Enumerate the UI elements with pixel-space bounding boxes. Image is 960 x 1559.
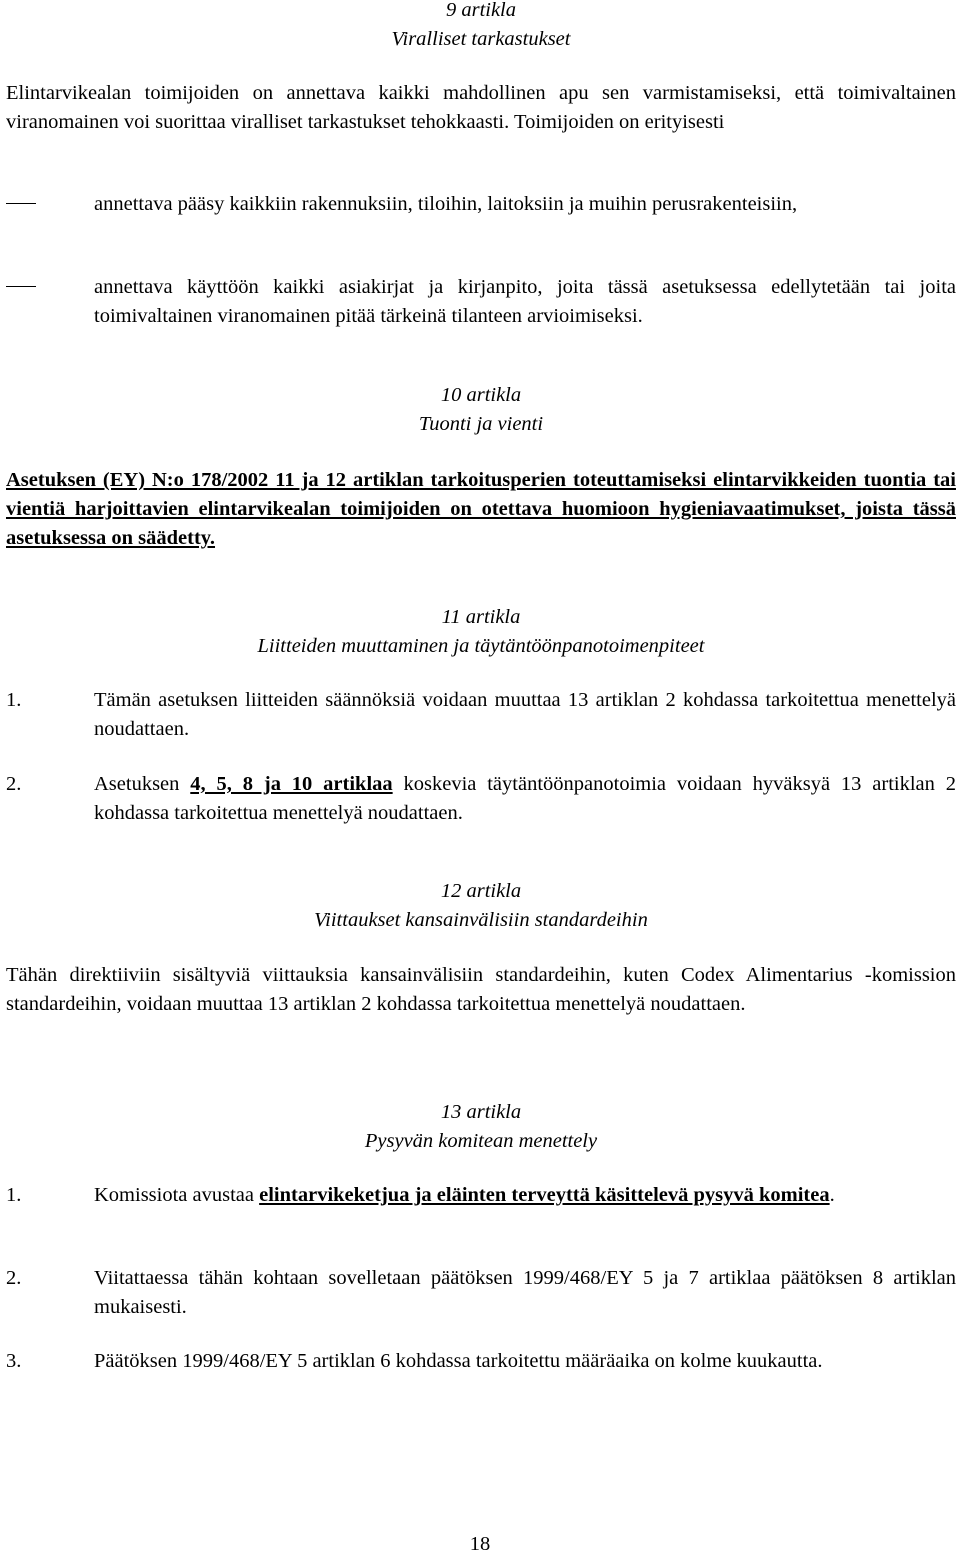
article-13-paragraph-2 (6, 1264, 956, 1322)
article-11-paragraph-1 (6, 686, 956, 744)
article-11-paragraph-1-text: Tämän asetuksen liitteiden säännöksiä voidaan muuttaa 13 artiklan 2 kohdassa tarkoitettua menettelyä noudattaen. (94, 689, 956, 740)
article-13-paragraph-3-text: Päätöksen 1999/468/EY 5 artiklan 6 kohdassa tarkoitettu määräaika on kolme kuukautta. (94, 1350, 823, 1372)
article-11-paragraph-2-text (94, 770, 956, 828)
article-9-intro: Elintarvikealan toimijoiden on annettava kaikki mahdollinen apu sen varmistamiseksi, että toimivaltainen viranomainen voi suorittaa viralliset tarkastukset tehokkaasti. Toimijoiden on erityisesti (6, 82, 956, 133)
article-10-title: Tuonti ja vienti (418, 413, 544, 435)
article-13-p1-after: . (829, 1184, 835, 1206)
article-13-paragraph-1 (6, 1181, 956, 1210)
article-11-p2-before: Asetuksen (94, 773, 191, 795)
article-13-p1-before: Komissiota avustaa (94, 1184, 260, 1206)
committee-link[interactable]: elintarvikeketjua ja eläinten terveyttä käsittelevä pysyvä komitea (259, 1184, 830, 1206)
article-13-number: 13 artikla (440, 1101, 522, 1123)
article-11-paragraph-2 (6, 770, 956, 828)
article-13-paragraph-1-text (94, 1181, 956, 1210)
article-12-number: 12 artikla (440, 880, 522, 902)
article-9-item-1 (6, 190, 956, 219)
article-13-paragraph-3 (6, 1347, 956, 1376)
article-11-p2-after: koskevia täytäntöönpanotoimia voidaan hyväksyä 13 artiklan 2 kohdassa tarkoitettua menettelyä noudattaen. (94, 773, 956, 824)
article-12-text: Tähän direktiiviin sisältyviä viittauksia kansainvälisiin standardeihin, kuten Codex Alimentarius -komission standardeihin, voidaan muuttaa 13 artiklan 2 kohdassa tarkoitettua menettelyä noudattaen. (6, 964, 956, 1015)
page-number: 18 (469, 1533, 491, 1555)
article-10-number: 10 artikla (440, 384, 522, 406)
paragraph-number: 2. (6, 1267, 22, 1289)
paragraph-number: 3. (6, 1350, 22, 1372)
article-13-paragraph-2-text: Viitattaessa tähän kohtaan sovelletaan päätöksen 1999/468/EY 5 ja 7 artiklaa päätöksen 8 artiklan mukaisesti. (94, 1267, 956, 1318)
article-9-item-2 (6, 273, 956, 331)
paragraph-number: 2. (6, 773, 22, 795)
paragraph-number: 1. (6, 689, 22, 711)
article-10-heading (6, 381, 956, 439)
article-9-item-2-text: annettava käyttöön kaikki asiakirjat ja kirjanpito, joita tässä asetuksessa edellytetään tai joita toimivaltainen viranomainen pitää tärkeinä tilanteen arvioimiseksi. (94, 276, 956, 327)
article-13-heading (6, 1098, 956, 1156)
article-reference-link[interactable]: 4, 5, 8 ja 10 artiklaa (190, 773, 393, 795)
article-9-title: Viralliset tarkastukset (391, 28, 571, 50)
dash-bullet-icon (6, 273, 36, 302)
article-11-number: 11 artikla (441, 606, 521, 628)
article-12-title: Viittaukset kansainvälisiin standardeihin (314, 909, 648, 931)
article-9-item-1-text: annettava pääsy kaikkiin rakennuksiin, tiloihin, laitoksiin ja muihin perusrakenteisiin, (94, 193, 798, 215)
article-10-text: Asetuksen (EY) N:o 178/2002 11 ja 12 artiklan tarkoitusperien toteuttamiseksi elintarvikkeiden tuontia tai vientiä harjoittavien elintarvikealan toimijoiden on otettava huomioon hygieniavaatimukset, joista tässä asetuksessa on säädetty. (6, 469, 956, 549)
article-11-title: Liitteiden muuttaminen ja täytäntöönpanotoimenpiteet (257, 635, 705, 657)
article-13-title: Pysyvän komitean menettely (364, 1130, 598, 1152)
article-9-heading (6, 0, 956, 54)
paragraph-number: 1. (6, 1184, 22, 1206)
article-12-heading (6, 877, 956, 935)
article-9-number: 9 artikla (445, 0, 517, 21)
dash-bullet-icon (6, 190, 36, 219)
article-11-heading (6, 603, 956, 661)
